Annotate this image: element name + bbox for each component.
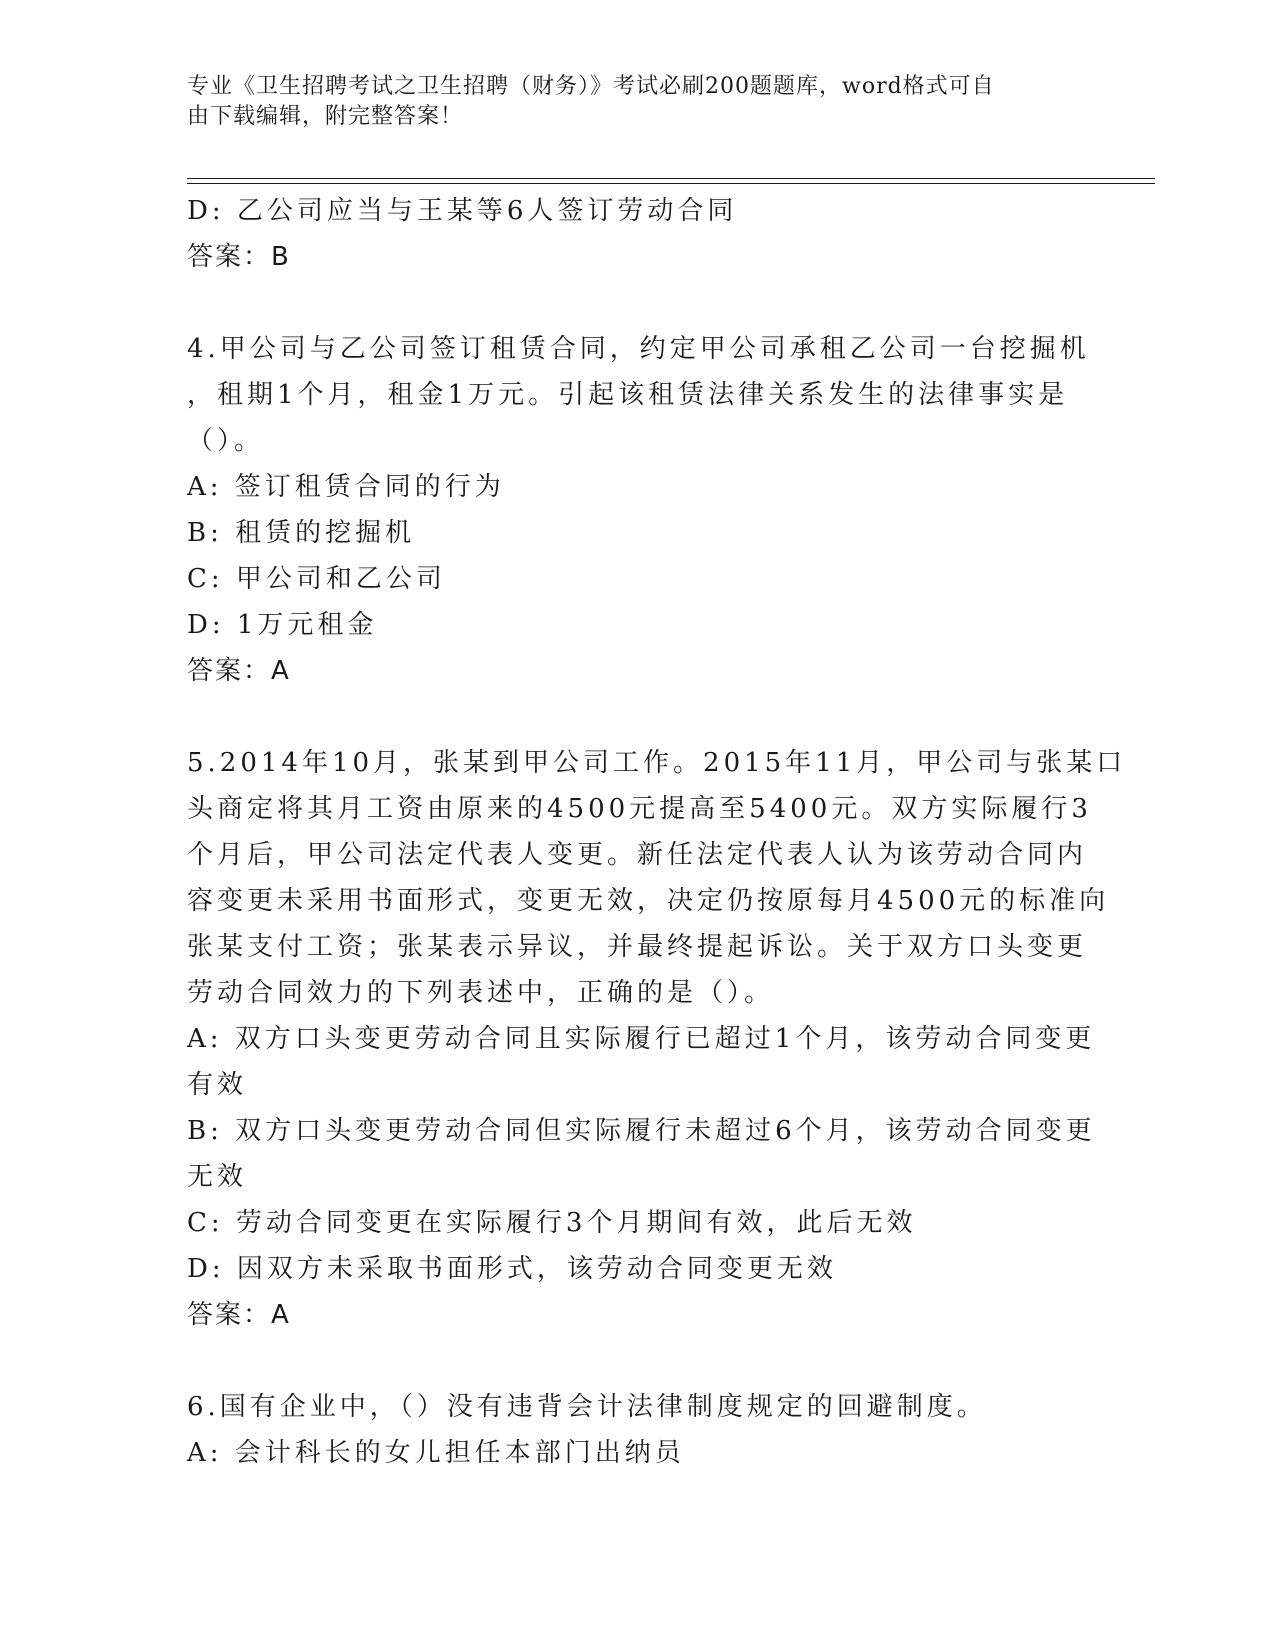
question-stem-line: 4.甲公司与乙公司签订租赁合同，约定甲公司承租乙公司一台挖掘机 [187, 334, 1090, 364]
answer-line: 答案：B [187, 242, 291, 272]
option-a: A: 双方口头变更劳动合同且实际履行已超过1个月，该劳动合同变更 [187, 1024, 1096, 1054]
option-a: A: 签订租赁合同的行为 [187, 472, 505, 502]
option-b-continued: 无效 [187, 1162, 248, 1192]
header-line-2: 由下载编辑，附完整答案！ [187, 104, 464, 129]
option-d: D: 1万元租金 [187, 610, 378, 640]
option-b: B: 租赁的挖掘机 [187, 518, 416, 548]
document-header [187, 72, 1067, 132]
spacer [187, 280, 1087, 326]
question-3-tail [187, 188, 1087, 280]
question-stem-line: 张某支付工资；张某表示异议，并最终提起诉讼。关于双方口头变更 [187, 932, 1088, 962]
question-stem-line: 5.2014年10月，张某到甲公司工作。2015年11月，甲公司与张某口 [187, 748, 1127, 778]
answer-line: 答案：A [187, 656, 291, 686]
option-b: B: 双方口头变更劳动合同但实际履行未超过6个月，该劳动合同变更 [187, 1116, 1096, 1146]
option-d: D: 因双方未采取书面形式，该劳动合同变更无效 [187, 1254, 837, 1284]
question-stem-line: 头商定将其月工资由原来的4500元提高至5400元。双方实际履行3 [187, 794, 1092, 824]
answer-line: 答案：A [187, 1300, 291, 1330]
option-d: D: 乙公司应当与王某等6人签订劳动合同 [187, 196, 738, 226]
spacer [187, 694, 1087, 740]
option-a-continued: 有效 [187, 1070, 248, 1100]
question-stem-line: 6.国有企业中，（）没有违背会计法律制度规定的回避制度。 [187, 1392, 987, 1422]
question-4 [187, 326, 1090, 694]
question-stem-line: 劳动合同效力的下列表述中，正确的是（）。 [187, 978, 775, 1008]
option-c: C: 劳动合同变更在实际履行3个月期间有效，此后无效 [187, 1208, 917, 1238]
option-c: C: 甲公司和乙公司 [187, 564, 446, 594]
question-stem-line: （）。 [187, 426, 265, 456]
question-stem-line: 个月后，甲公司法定代表人变更。新任法定代表人认为该劳动合同内 [187, 840, 1088, 870]
spacer [187, 1338, 1087, 1384]
question-stem-line: ，租期1个月，租金1万元。引起该租赁法律关系发生的法律事实是 [187, 380, 1069, 410]
document-body [187, 188, 1127, 1476]
question-5 [187, 740, 1127, 1338]
option-a: A: 会计科长的女儿担任本部门出纳员 [187, 1438, 685, 1468]
question-stem-line: 容变更未采用书面形式，变更无效，决定仍按原每月4500元的标准向 [187, 886, 1110, 916]
header-line-1: 专业《卫生招聘考试之卫生招聘（财务）》考试必刷200题题库，word格式可自 [187, 74, 995, 99]
header-divider [187, 178, 1155, 184]
question-6 [187, 1384, 1087, 1476]
